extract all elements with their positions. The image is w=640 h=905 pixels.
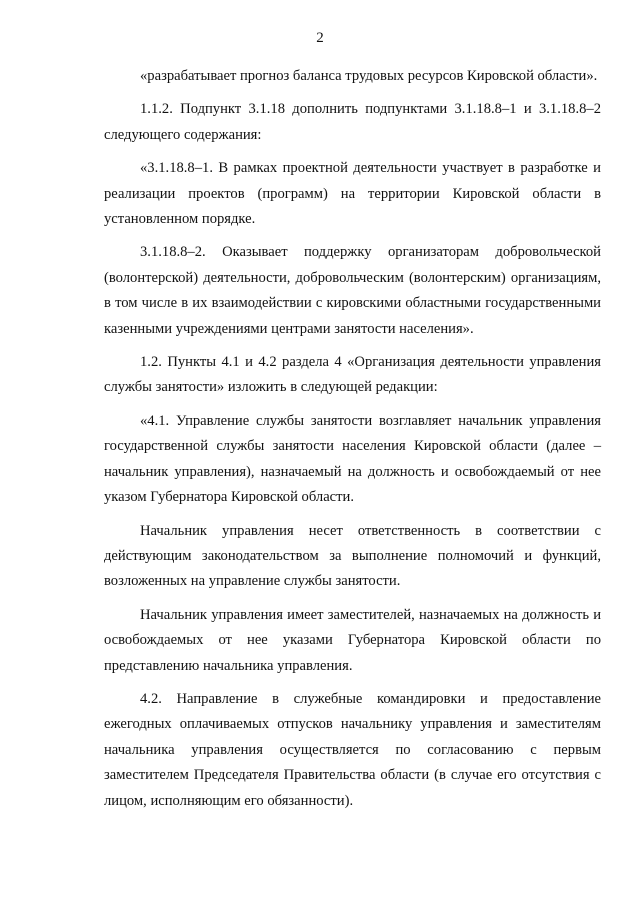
paragraph-3-1-18-8-2: 3.1.18.8–2. Оказывает поддержку организаторам добровольческой (волонтерской) деятельности, добровольческим (волонтерским) организациям, в том числе в их взаимодействии с кировскими областными государственными казенными учреждениями центрами занятости населения».: [104, 244, 601, 337]
paragraph-3-1-18-8-1: «3.1.18.8–1. В рамках проектной деятельности участвует в разработке и реализации проектов (программ) на территории Кировской области в установленном порядке.: [104, 160, 601, 228]
paragraph-1-2: 1.2. Пункты 4.1 и 4.2 раздела 4 «Организация деятельности управления службы занятости» изложить в следующей редакции:: [104, 354, 601, 396]
paragraph-head-responsibility: Начальник управления несет ответственность в соответствии с действующим законодательством за выполнение полномочий и функций, возложенных на управление службы занятости.: [104, 522, 601, 590]
paragraph-4-1: «4.1. Управление службы занятости возглавляет начальник управления государственной службы занятости населения Кировской области (далее – начальник управления), назначаемый на должность и освобождаемый от нее указом Губернатора Кировской области.: [104, 412, 601, 506]
document-body: [104, 64, 601, 822]
page-number: 2: [316, 30, 324, 46]
paragraph-4-2: 4.2. Направление в служебные командировки и предоставление ежегодных оплачиваемых отпусков начальнику управления и заместителям начальника управления осуществляется по согласованию с первым заместителем Председателя Правительства области (в случае его отсутствия с лицом, исполняющим его обязанности).: [104, 690, 601, 809]
paragraph-forecast: «разрабатывает прогноз баланса трудовых ресурсов Кировской области».: [140, 68, 598, 84]
paragraph-deputies: Начальник управления имеет заместителей, назначаемых на должность и освобождаемых от нее указами Губернатора Кировской области по представлению начальника управления.: [104, 606, 601, 674]
paragraph-1-1-2: 1.1.2. Подпункт 3.1.18 дополнить подпунктами 3.1.18.8–1 и 3.1.18.8–2 следующего содержания:: [104, 101, 601, 143]
